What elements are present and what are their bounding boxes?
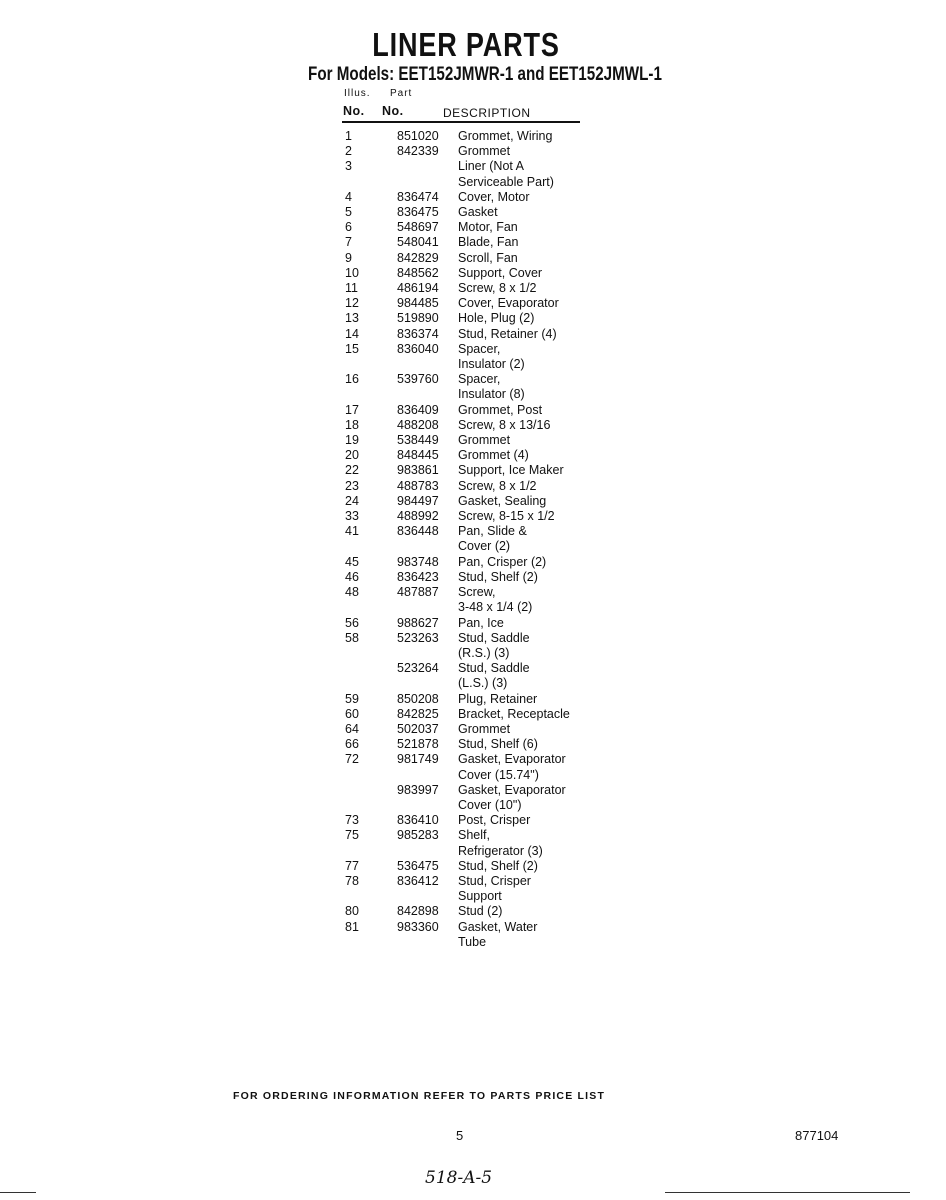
description [458,752,946,782]
part-number: 523264 [397,661,439,676]
description [458,266,946,281]
table-row [0,463,946,478]
illus-number: 2 [345,144,352,159]
column-header-part: Part [390,88,413,99]
description [458,403,946,418]
part-number: 851020 [397,129,439,143]
illus-number: 23 [345,478,359,493]
description-line: Screw, 8 x 1/2 [458,281,537,296]
illus-number: 80 [345,904,359,919]
page-number: 5 [456,1128,464,1143]
description-line: Support, Cover [458,265,543,280]
description [458,707,946,722]
description [458,661,946,691]
description-line: Insulator (2) [458,357,525,372]
illus-number: 46 [345,569,359,584]
description [458,722,946,737]
description-line: Insulator (8) [458,387,525,402]
description [458,251,946,266]
part-number: 523263 [397,630,439,645]
illus-number: 77 [345,858,359,873]
table-row [0,251,946,266]
table-row [0,190,946,205]
description-line: Cover, Evaporator [458,296,559,311]
description [458,783,946,813]
table-row [0,448,946,463]
table-row [0,327,946,342]
document-code: 877104 [795,1128,839,1143]
description [458,737,946,752]
page-title: LINER PARTS [372,26,560,63]
description-line: Support, Ice Maker [458,463,564,478]
table-row [0,874,946,904]
description [458,327,946,342]
description-line: Grommet (4) [458,448,529,463]
illus-number: 78 [345,873,359,888]
description-line: Cover (15.74") [458,767,539,782]
illus-number: 48 [345,585,359,600]
description-line: Motor, Fan [458,220,518,235]
description-line: Stud, Shelf (2) [458,858,538,873]
table-row [0,692,946,707]
description [458,433,946,448]
table-row [0,159,946,189]
table-row [0,661,946,691]
illus-number: 60 [345,706,359,721]
table-row [0,479,946,494]
part-number: 487887 [397,585,439,600]
table-row [0,920,946,950]
part-number: 519890 [397,311,439,326]
table-row [0,494,946,509]
part-number: 842829 [397,250,439,265]
table-row [0,281,946,296]
description-line: Stud, Saddle [458,661,530,676]
illus-number: 66 [345,737,359,752]
description-line: Stud, Retainer (4) [458,326,557,341]
description-line: Serviceable Part) [458,174,554,189]
description-line: Stud (2) [458,904,503,919]
part-number: 983748 [397,554,439,569]
description-line: (R.S.) (3) [458,645,510,660]
part-number: 836474 [397,189,439,204]
description-line: Screw, [458,585,496,600]
description [458,631,946,661]
models-subtitle: For Models: EET152JMWR-1 and EET152JMWL-1 [308,64,662,85]
table-row [0,859,946,874]
illus-number: 58 [345,630,359,645]
part-number: 488783 [397,478,439,493]
description-line: Stud, Shelf (2) [458,569,538,584]
part-number: 488992 [397,509,439,524]
description-line: Grommet [458,144,511,159]
description [458,494,946,509]
description [458,859,946,874]
description-line: Grommet, Wiring [458,129,553,143]
part-number: 850208 [397,691,439,706]
description [458,874,946,904]
parts-list [0,129,946,950]
description-line: Cover (10") [458,797,522,812]
part-number: 984497 [397,493,439,508]
part-number: 502037 [397,721,439,736]
description [458,692,946,707]
illus-number: 4 [345,189,352,204]
description [458,144,946,159]
description-line: Gasket, Water [458,919,538,934]
description [458,296,946,311]
part-number: 836040 [397,341,439,356]
description-line: Shelf, [458,828,490,843]
illus-number: 75 [345,828,359,843]
part-number: 984485 [397,296,439,311]
description [458,342,946,372]
part-number: 983997 [397,782,439,797]
table-row [0,631,946,661]
part-number: 848562 [397,265,439,280]
table-row [0,737,946,752]
part-number: 983861 [397,463,439,478]
description-line: Screw, 8 x 1/2 [458,478,537,493]
part-number: 521878 [397,737,439,752]
description-line: Gasket, Evaporator [458,782,566,797]
column-header-part-no: No. [382,104,404,118]
description [458,479,946,494]
description-line: Grommet [458,433,511,448]
illus-number: 13 [345,311,359,326]
handwritten-note: 518-A-5 [425,1168,493,1188]
table-row [0,752,946,782]
table-row [0,205,946,220]
description-line: Pan, Slide & [458,524,527,539]
table-row [0,342,946,372]
ordering-footer: FOR ORDERING INFORMATION REFER TO PARTS PRICE LIST [233,1090,606,1102]
illus-number: 24 [345,493,359,508]
description-line: Post, Crisper [458,813,531,828]
description-line: Tube [458,934,487,949]
table-row [0,707,946,722]
description [458,220,946,235]
illus-number: 3 [345,159,352,174]
table-row [0,129,946,144]
illus-number: 15 [345,341,359,356]
table-row [0,570,946,585]
part-number: 848445 [397,448,439,463]
illus-number: 6 [345,220,352,235]
part-number: 836410 [397,813,439,828]
description-line: Stud, Saddle [458,630,530,645]
description-line: Pan, Ice [458,615,504,630]
table-row [0,555,946,570]
description-line: (L.S.) (3) [458,676,508,691]
illus-number: 59 [345,691,359,706]
description [458,828,946,858]
description [458,372,946,402]
illus-number: 10 [345,265,359,280]
illus-number: 81 [345,919,359,934]
description-line: Refrigerator (3) [458,843,543,858]
description [458,920,946,950]
description-line: Screw, 8-15 x 1/2 [458,509,555,524]
part-number: 836409 [397,402,439,417]
description [458,235,946,250]
description-line: Gasket [458,205,498,220]
illus-number: 14 [345,326,359,341]
description-line: Liner (Not A [458,159,525,174]
part-number: 548041 [397,235,439,250]
illus-number: 1 [345,129,352,143]
illus-number: 33 [345,509,359,524]
table-row [0,220,946,235]
illus-number: 73 [345,813,359,828]
table-row [0,403,946,418]
description-line: Pan, Crisper (2) [458,554,547,569]
part-number: 836412 [397,873,439,888]
description-line: Cover (2) [458,539,511,554]
description [458,418,946,433]
column-header-description: DESCRIPTION [443,106,531,120]
description [458,570,946,585]
description [458,159,946,189]
part-number: 842339 [397,144,439,159]
description [458,281,946,296]
scan-edge-line [665,1192,910,1193]
illus-number: 64 [345,721,359,736]
part-number: 548697 [397,220,439,235]
part-number: 842898 [397,904,439,919]
description [458,616,946,631]
part-number: 836423 [397,569,439,584]
table-row [0,722,946,737]
description [458,813,946,828]
part-number: 538449 [397,433,439,448]
part-number: 836448 [397,524,439,539]
description [458,463,946,478]
part-number: 988627 [397,615,439,630]
description [458,190,946,205]
illus-number: 20 [345,448,359,463]
illus-number: 9 [345,250,352,265]
description [458,205,946,220]
description-line: Spacer, [458,372,501,387]
part-number: 985283 [397,828,439,843]
description-line: Gasket, Sealing [458,493,547,508]
table-row [0,235,946,250]
table-row [0,783,946,813]
description-line: Plug, Retainer [458,691,538,706]
part-number: 983360 [397,919,439,934]
description [458,904,946,919]
column-header-no: No. [343,104,365,118]
part-number: 536475 [397,858,439,873]
part-number: 981749 [397,752,439,767]
table-row [0,585,946,615]
table-row [0,904,946,919]
table-row [0,433,946,448]
description [458,448,946,463]
description-line: Hole, Plug (2) [458,311,535,326]
header-rule [342,121,580,123]
part-number: 488208 [397,417,439,432]
illus-number: 22 [345,463,359,478]
description-line: Screw, 8 x 13/16 [458,417,551,432]
description-line: Stud, Crisper [458,873,531,888]
table-row [0,372,946,402]
illus-number: 18 [345,417,359,432]
description-line: Grommet [458,721,511,736]
table-row [0,828,946,858]
illus-number: 5 [345,205,352,220]
part-number: 836374 [397,326,439,341]
scan-edge-line [0,1192,36,1193]
description [458,524,946,554]
table-row [0,311,946,326]
description [458,585,946,615]
part-number: 486194 [397,281,439,296]
table-row [0,418,946,433]
table-row [0,266,946,281]
description-line: Scroll, Fan [458,250,518,265]
description-line: Spacer, [458,341,501,356]
description-line: Blade, Fan [458,235,519,250]
description-line: Gasket, Evaporator [458,752,566,767]
table-row [0,616,946,631]
table-row [0,144,946,159]
description-line: Bracket, Receptacle [458,706,570,721]
description [458,311,946,326]
description-line: Support [458,889,502,904]
part-number: 539760 [397,372,439,387]
illus-number: 12 [345,296,359,311]
illus-number: 45 [345,554,359,569]
description-line: Cover, Motor [458,189,530,204]
column-header-illus: Illus. [344,88,371,99]
description [458,555,946,570]
table-row [0,296,946,311]
description-line: Stud, Shelf (6) [458,737,538,752]
illus-number: 7 [345,235,352,250]
illus-number: 41 [345,524,359,539]
illus-number: 19 [345,433,359,448]
description-line: 3-48 x 1/4 (2) [458,600,533,615]
table-row [0,524,946,554]
illus-number: 56 [345,615,359,630]
part-number: 842825 [397,706,439,721]
description [458,129,946,144]
table-row [0,813,946,828]
illus-number: 72 [345,752,359,767]
description [458,509,946,524]
illus-number: 17 [345,402,359,417]
description-line: Grommet, Post [458,402,543,417]
part-number: 836475 [397,205,439,220]
illus-number: 11 [345,281,358,296]
table-row [0,509,946,524]
illus-number: 16 [345,372,359,387]
